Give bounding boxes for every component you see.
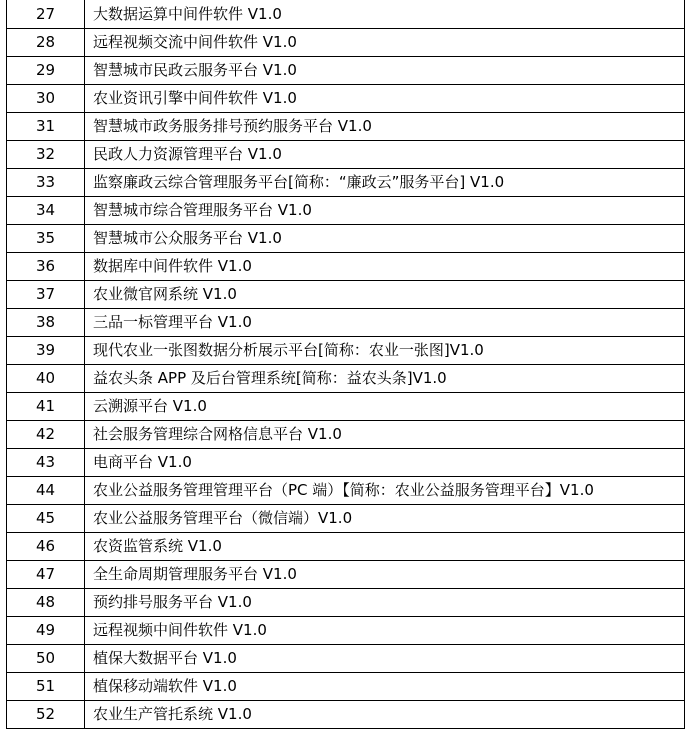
software-name-cell: 全生命周期管理服务平台 V1.0 [85,560,685,588]
software-name-cell: 农业微官网系统 V1.0 [85,280,685,308]
row-number-cell: 52 [7,700,85,728]
table-row [7,84,685,112]
row-number-cell: 36 [7,252,85,280]
software-name-cell: 社会服务管理综合网格信息平台 V1.0 [85,420,685,448]
table-row [7,196,685,224]
software-name-cell: 现代农业一张图数据分析展示平台[简称：农业一张图]V1.0 [85,336,685,364]
row-number-cell: 46 [7,532,85,560]
software-name-cell: 农业资讯引擎中间件软件 V1.0 [85,84,685,112]
software-name-cell: 监察廉政云综合管理服务平台[简称：“廉政云”服务平台] V1.0 [85,168,685,196]
software-name-cell: 三品一标管理平台 V1.0 [85,308,685,336]
software-name-cell: 数据库中间件软件 V1.0 [85,252,685,280]
row-number-cell: 28 [7,28,85,56]
software-name-cell: 远程视频交流中间件软件 V1.0 [85,28,685,56]
table-row [7,252,685,280]
software-name-cell: 农业公益服务管理管理平台（PC 端）【简称：农业公益服务管理平台】V1.0 [85,476,685,504]
table-row [7,560,685,588]
row-number-cell: 47 [7,560,85,588]
row-number-cell: 35 [7,224,85,252]
row-number-cell: 29 [7,56,85,84]
software-name-cell: 农资监管系统 V1.0 [85,532,685,560]
software-name-cell: 民政人力资源管理平台 V1.0 [85,140,685,168]
software-name-cell: 农业公益服务管理平台（微信端）V1.0 [85,504,685,532]
row-number-cell: 45 [7,504,85,532]
row-number-cell: 48 [7,588,85,616]
row-number-cell: 49 [7,616,85,644]
software-name-cell: 电商平台 V1.0 [85,448,685,476]
row-number-cell: 27 [7,0,85,28]
table-row [7,336,685,364]
table-row [7,644,685,672]
software-name-cell: 植保大数据平台 V1.0 [85,644,685,672]
row-number-cell: 43 [7,448,85,476]
software-name-cell: 植保移动端软件 V1.0 [85,672,685,700]
software-name-cell: 预约排号服务平台 V1.0 [85,588,685,616]
table-row [7,56,685,84]
table-row [7,616,685,644]
table-row [7,672,685,700]
table-row [7,224,685,252]
table-row [7,308,685,336]
software-name-cell: 智慧城市民政云服务平台 V1.0 [85,56,685,84]
software-name-cell: 智慧城市公众服务平台 V1.0 [85,224,685,252]
table-row [7,504,685,532]
row-number-cell: 41 [7,392,85,420]
software-name-cell: 远程视频中间件软件 V1.0 [85,616,685,644]
row-number-cell: 31 [7,112,85,140]
table-row [7,588,685,616]
table-row [7,280,685,308]
table-row [7,364,685,392]
row-number-cell: 33 [7,168,85,196]
software-name-cell: 智慧城市综合管理服务平台 V1.0 [85,196,685,224]
table-row [7,532,685,560]
table-row [7,700,685,728]
table-row [7,112,685,140]
software-name-cell: 大数据运算中间件软件 V1.0 [85,0,685,28]
table-row [7,0,685,28]
row-number-cell: 42 [7,420,85,448]
row-number-cell: 34 [7,196,85,224]
software-name-cell: 农业生产管托系统 V1.0 [85,700,685,728]
row-number-cell: 40 [7,364,85,392]
row-number-cell: 38 [7,308,85,336]
row-number-cell: 32 [7,140,85,168]
table-row [7,420,685,448]
software-name-cell: 云溯源平台 V1.0 [85,392,685,420]
table-row [7,448,685,476]
software-list-table [6,0,685,729]
row-number-cell: 39 [7,336,85,364]
table-row [7,168,685,196]
table-body [7,0,685,728]
software-list-table-wrap [6,0,684,729]
row-number-cell: 37 [7,280,85,308]
table-row [7,476,685,504]
table-row [7,392,685,420]
row-number-cell: 50 [7,644,85,672]
table-row [7,140,685,168]
row-number-cell: 51 [7,672,85,700]
row-number-cell: 44 [7,476,85,504]
row-number-cell: 30 [7,84,85,112]
software-name-cell: 智慧城市政务服务排号预约服务平台 V1.0 [85,112,685,140]
software-name-cell: 益农头条 APP 及后台管理系统[简称：益农头条]V1.0 [85,364,685,392]
table-row [7,28,685,56]
